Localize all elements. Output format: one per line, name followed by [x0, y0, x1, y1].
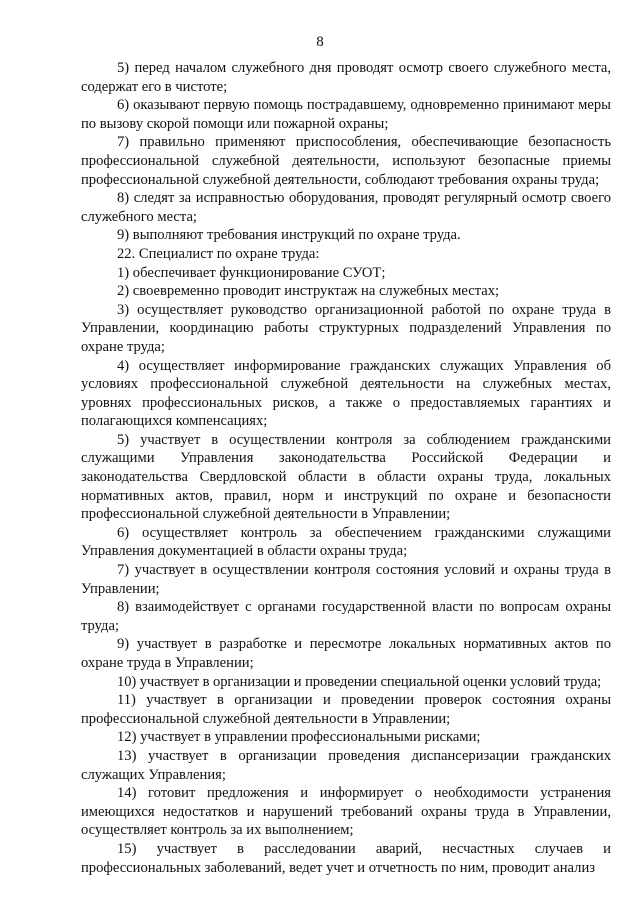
paragraph: 10) участвует в организации и проведении специальной оценки условий труда;: [117, 673, 602, 690]
paragraph: 15) участвует в расследовании аварий, несчастных случаев и профессиональных заболеваний, ведет учет и отчетность по ним, проводит анализ: [81, 840, 611, 876]
paragraph: 11) участвует в организации и проведении проверок состояния охраны профессиональной служебной деятельности в Управлении;: [81, 692, 611, 727]
paragraph: 13) участвует в организации проведения диспансеризации гражданских служащих Управления;: [81, 747, 611, 783]
paragraph: 9) выполняют требования инструкций по охране труда.: [117, 227, 461, 244]
paragraph: 1) обеспечивает функционирование СУОТ;: [117, 264, 386, 281]
paragraph: 2) своевременно проводит инструктаж на служебных местах;: [117, 283, 500, 300]
paragraph: 7) участвует в осуществлении контроля состояния условий и охраны труда в Управлении;: [81, 562, 611, 597]
paragraph: 9) участвует в разработке и пересмотре локальных нормативных актов по охране труда в Управлении;: [81, 636, 611, 671]
page-number: 8: [316, 34, 324, 50]
paragraph: 4) осуществляет информирование гражданских служащих Управления об условиях профессиональной служебной деятельности на служебных местах, уровнях профессиональных рисков, а также о предоставляемых гарантиях и полагающихся компенсациях;: [81, 357, 611, 430]
paragraph: 6) осуществляет контроль за обеспечением гражданскими служащими Управления документацией в области охраны труда;: [81, 524, 611, 560]
paragraph: 14) готовит предложения и информирует о необходимости устранения имеющихся недостатков и нарушений требований охраны труда в Управлении, осуществляет контроль за их выполнением;: [81, 785, 611, 839]
paragraph: 7) правильно применяют приспособления, обеспечивающие безопасность профессиональной служебной деятельности, используют безопасные приемы профессиональной служебной деятельности, соблюдают требования охраны труда;: [81, 134, 611, 188]
section-heading: 22. Специалист по охране труда:: [117, 245, 320, 262]
paragraph: 6) оказывают первую помощь пострадавшему, одновременно принимают меры по вызову скорой помощи или пожарной охраны;: [81, 97, 611, 132]
paragraph: 8) следят за исправностью оборудования, проводят регулярный осмотр своего служебного места;: [81, 190, 611, 225]
paragraph: 5) перед началом служебного дня проводят осмотр своего служебного места, содержат его в чистоте;: [81, 60, 611, 95]
document-body: [81, 59, 611, 877]
paragraph: 8) взаимодействует с органами государственной власти по вопросам охраны труда;: [81, 599, 611, 634]
paragraph: 5) участвует в осуществлении контроля за соблюдением гражданскими служащими Управления законодательства Российской Федерации и законодательства Свердловской области в области охраны труда, локальных нормативных актов, правил, норм и инструкций по охране и безопасности профессиональной служебной деятельности в Управлении;: [81, 431, 611, 523]
paragraph: 12) участвует в управлении профессиональными рисками;: [117, 729, 481, 746]
paragraph: 3) осуществляет руководство организационной работой по охране труда в Управлении, координацию работы структурных подразделений Управления по охране труда;: [81, 301, 611, 355]
